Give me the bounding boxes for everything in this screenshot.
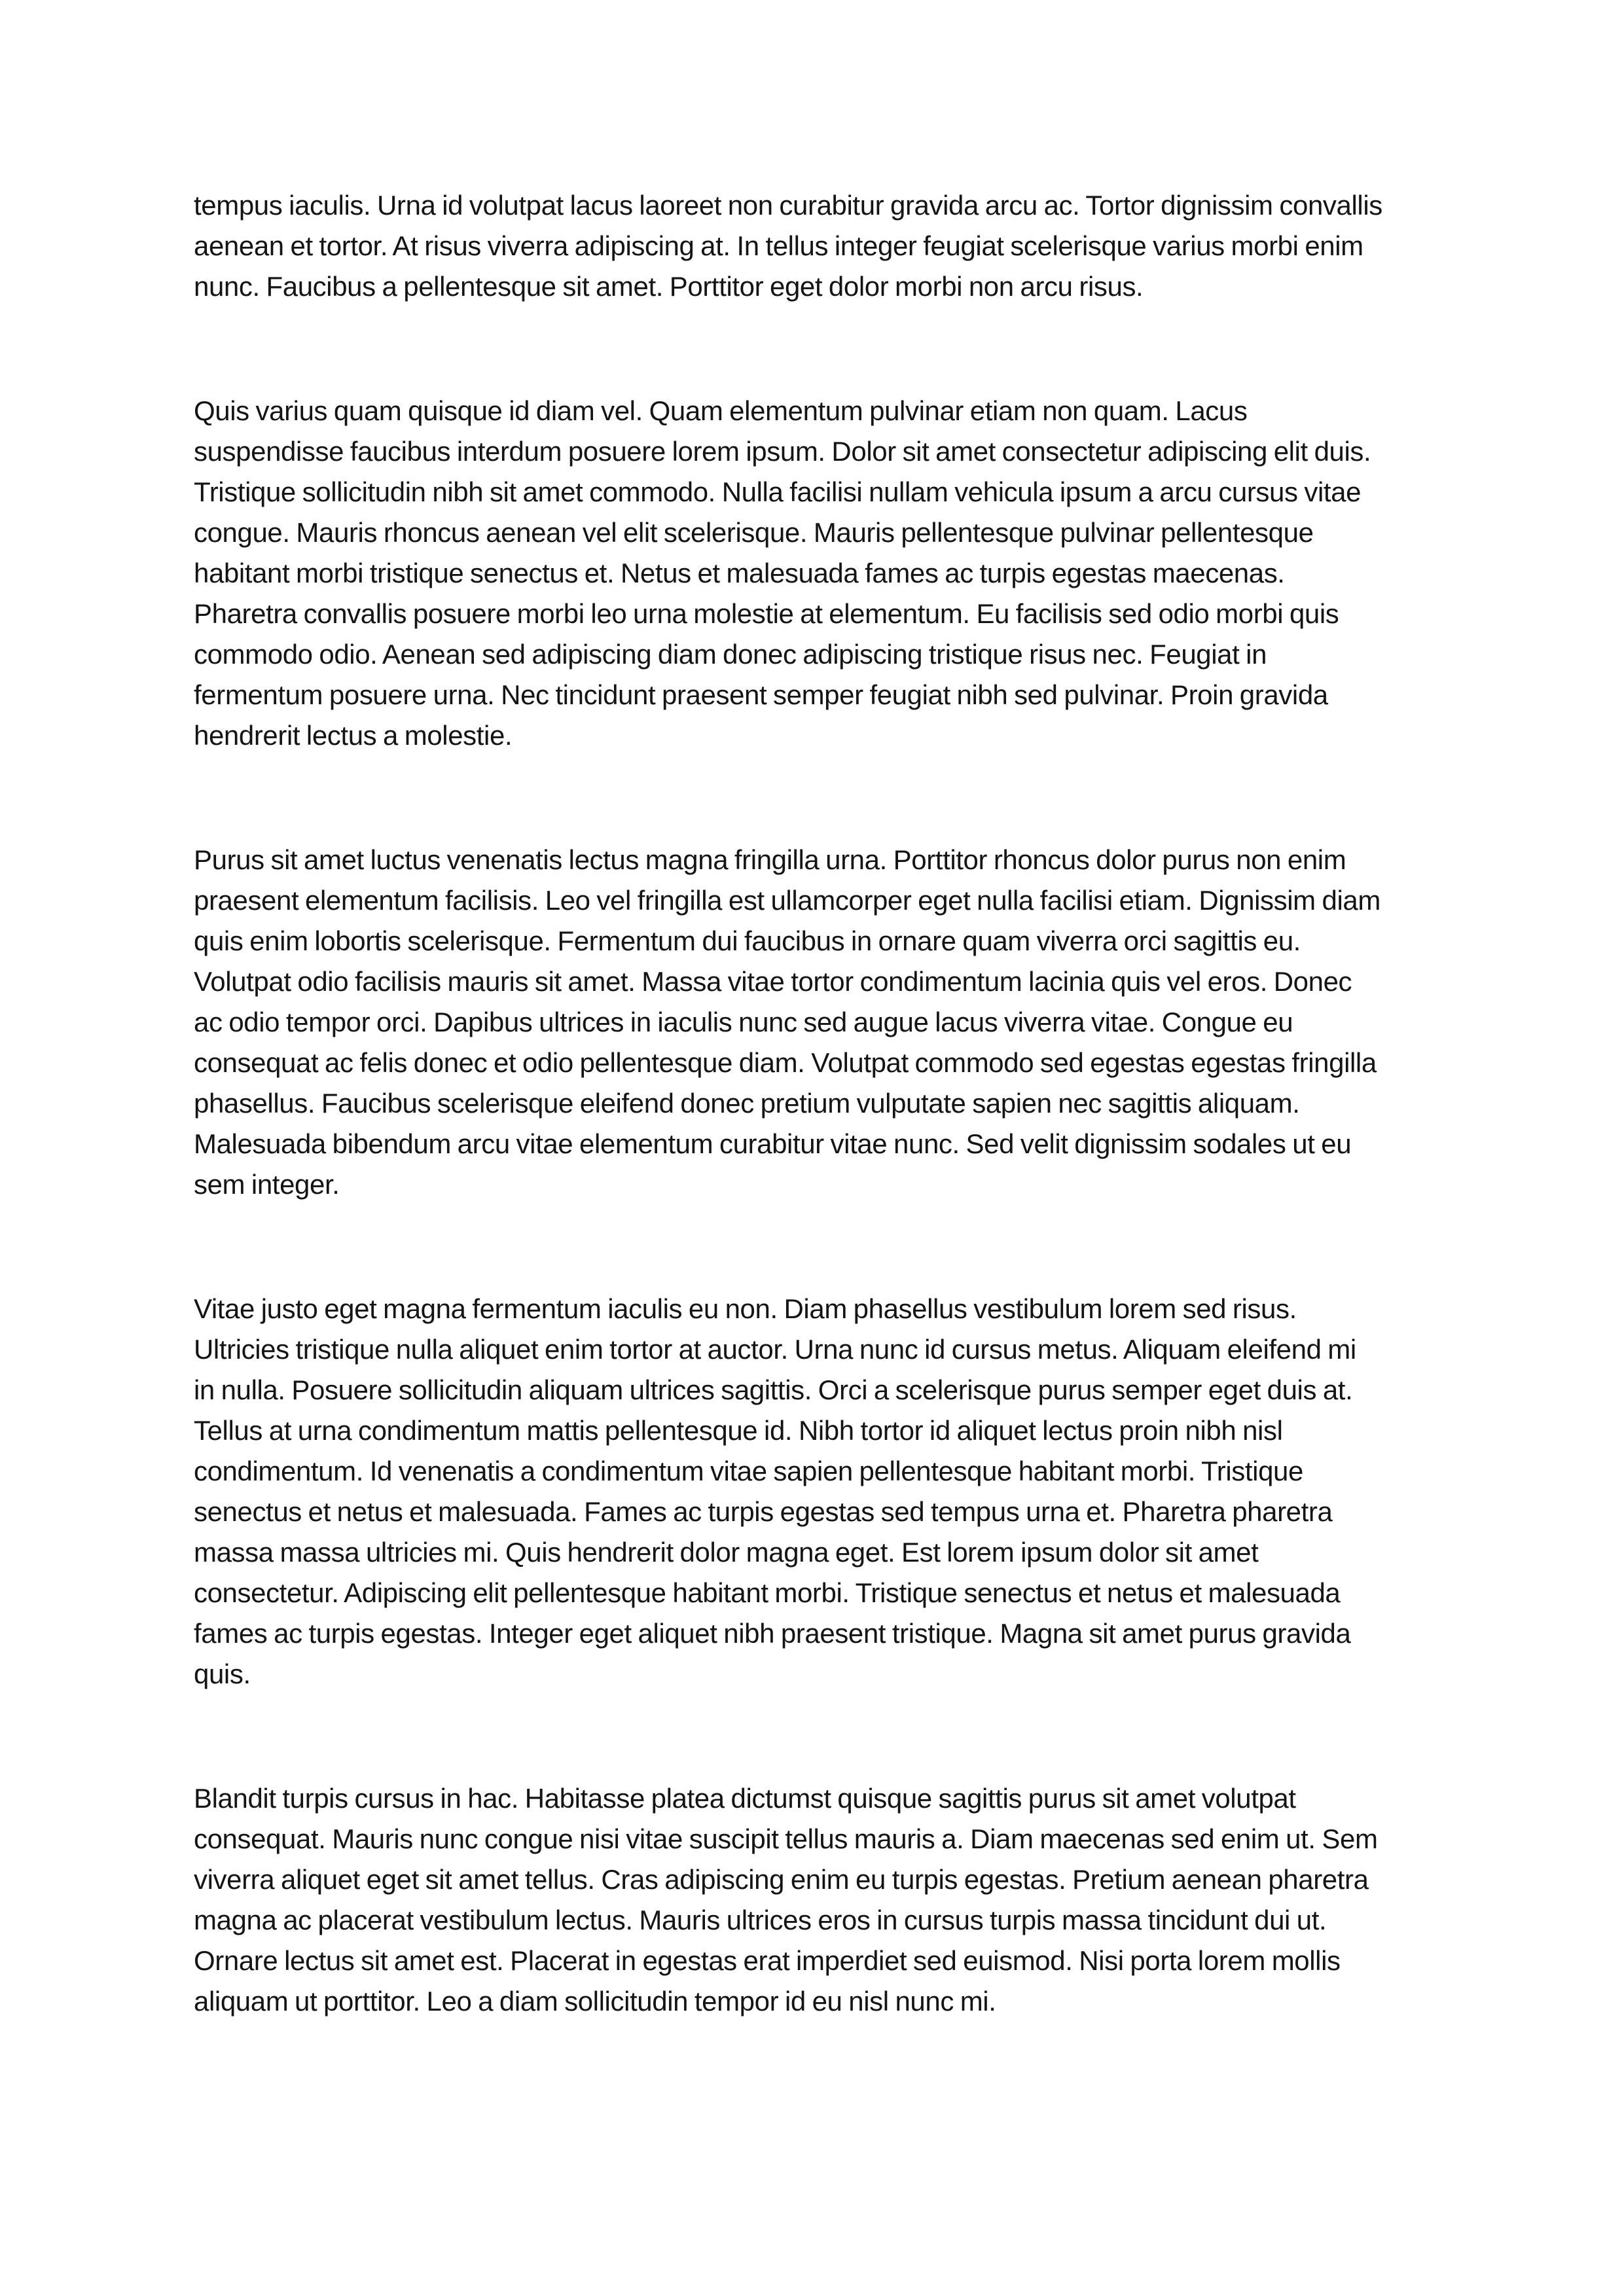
text-line: aenean et tortor. At risus viverra adipiscing at. In tellus integer feugiat scelerisque varius morbi enim bbox=[194, 230, 1363, 261]
text-line: in nulla. Posuere sollicitudin aliquam ultrices sagittis. Orci a scelerisque purus semper eget duis at. bbox=[194, 1374, 1353, 1405]
text-line: hendrerit lectus a molestie. bbox=[194, 720, 513, 751]
text-line: Quis varius quam quisque id diam vel. Quam elementum pulvinar etiam non quam. Lacus bbox=[194, 395, 1248, 426]
text-line: senectus et netus et malesuada. Fames ac turpis egestas sed tempus urna et. Pharetra pharetra bbox=[194, 1496, 1333, 1527]
text-line: Purus sit amet luctus venenatis lectus magna fringilla urna. Porttitor rhoncus dolor purus non enim bbox=[194, 844, 1346, 875]
text-line: quis. bbox=[194, 1659, 251, 1689]
text-line: magna ac placerat vestibulum lectus. Mauris ultrices eros in cursus turpis massa tincidunt dui ut. bbox=[194, 1905, 1327, 1935]
text-line: ac odio tempor orci. Dapibus ultrices in iaculis nunc sed augue lacus viverra vitae. Congue eu bbox=[194, 1007, 1293, 1037]
paragraph bbox=[194, 840, 1431, 1205]
text-line: nunc. Faucibus a pellentesque sit amet. Porttitor eget dolor morbi non arcu risus. bbox=[194, 271, 1144, 302]
text-line: quis enim lobortis scelerisque. Fermentum dui faucibus in ornare quam viverra orci sagittis eu. bbox=[194, 925, 1301, 956]
paragraph bbox=[194, 185, 1431, 307]
text-line: tempus iaculis. Urna id volutpat lacus laoreet non curabitur gravida arcu ac. Tortor dignissim convallis bbox=[194, 190, 1382, 221]
text-line: Blandit turpis cursus in hac. Habitasse platea dictumst quisque sagittis purus sit amet volutpat bbox=[194, 1783, 1296, 1814]
text-line: Vitae justo eget magna fermentum iaculis eu non. Diam phasellus vestibulum lorem sed risus. bbox=[194, 1293, 1297, 1324]
text-line: Ornare lectus sit amet est. Placerat in egestas erat imperdiet sed euismod. Nisi porta lorem mollis bbox=[194, 1945, 1341, 1976]
text-line: consequat ac felis donec et odio pellentesque diam. Volutpat commodo sed egestas egestas fringilla bbox=[194, 1047, 1377, 1078]
text-line: consectetur. Adipiscing elit pellentesque habitant morbi. Tristique senectus et netus et malesuada bbox=[194, 1577, 1341, 1608]
text-line: praesent elementum facilisis. Leo vel fringilla est ullamcorper eget nulla facilisi etiam. Dignissim diam bbox=[194, 885, 1380, 916]
text-line: Ultricies tristique nulla aliquet enim tortor at auctor. Urna nunc id cursus metus. Aliquam eleifend mi bbox=[194, 1334, 1356, 1365]
text-line: commodo odio. Aenean sed adipiscing diam donec adipiscing tristique risus nec. Feugiat in bbox=[194, 639, 1267, 670]
text-line: habitant morbi tristique senectus et. Netus et malesuada fames ac turpis egestas maecenas. bbox=[194, 558, 1285, 588]
text-line: fames ac turpis egestas. Integer eget aliquet nibh praesent tristique. Magna sit amet purus gravida bbox=[194, 1618, 1351, 1649]
text-line: Tellus at urna condimentum mattis pellentesque id. Nibh tortor id aliquet lectus proin nibh nisl bbox=[194, 1415, 1283, 1446]
paragraph bbox=[194, 1778, 1431, 2022]
text-line: sem integer. bbox=[194, 1169, 340, 1200]
paragraph bbox=[194, 1289, 1431, 1695]
text-line: fermentum posuere urna. Nec tincidunt praesent semper feugiat nibh sed pulvinar. Proin gravida bbox=[194, 679, 1328, 710]
text-line: viverra aliquet eget sit amet tellus. Cras adipiscing enim eu turpis egestas. Pretium aenean pharetra bbox=[194, 1864, 1369, 1895]
text-line: consequat. Mauris nunc congue nisi vitae suscipit tellus mauris a. Diam maecenas sed enim ut. Sem bbox=[194, 1823, 1378, 1854]
text-line: Pharetra convallis posuere morbi leo urna molestie at elementum. Eu facilisis sed odio morbi quis bbox=[194, 598, 1339, 629]
text-line: phasellus. Faucibus scelerisque eleifend donec pretium vulputate sapien nec sagittis aliquam. bbox=[194, 1088, 1300, 1119]
text-line: Malesuada bibendum arcu vitae elementum curabitur vitae nunc. Sed velit dignissim sodales ut eu bbox=[194, 1128, 1352, 1159]
paragraph bbox=[194, 391, 1431, 756]
text-line: suspendisse faucibus interdum posuere lorem ipsum. Dolor sit amet consectetur adipiscing elit duis. bbox=[194, 436, 1371, 467]
text-line: Tristique sollicitudin nibh sit amet commodo. Nulla facilisi nullam vehicula ipsum a arcu cursus vitae bbox=[194, 476, 1362, 507]
text-line: congue. Mauris rhoncus aenean vel elit scelerisque. Mauris pellentesque pulvinar pellentesque bbox=[194, 517, 1314, 548]
document-body bbox=[194, 185, 1431, 2022]
text-line: condimentum. Id venenatis a condimentum vitae sapien pellentesque habitant morbi. Tristique bbox=[194, 1456, 1303, 1486]
text-line: massa massa ultricies mi. Quis hendrerit dolor magna eget. Est lorem ipsum dolor sit amet bbox=[194, 1537, 1259, 1568]
text-line: aliquam ut porttitor. Leo a diam sollicitudin tempor id eu nisl nunc mi. bbox=[194, 1986, 996, 2017]
text-line: Volutpat odio facilisis mauris sit amet. Massa vitae tortor condimentum lacinia quis vel eros. Donec bbox=[194, 966, 1352, 997]
